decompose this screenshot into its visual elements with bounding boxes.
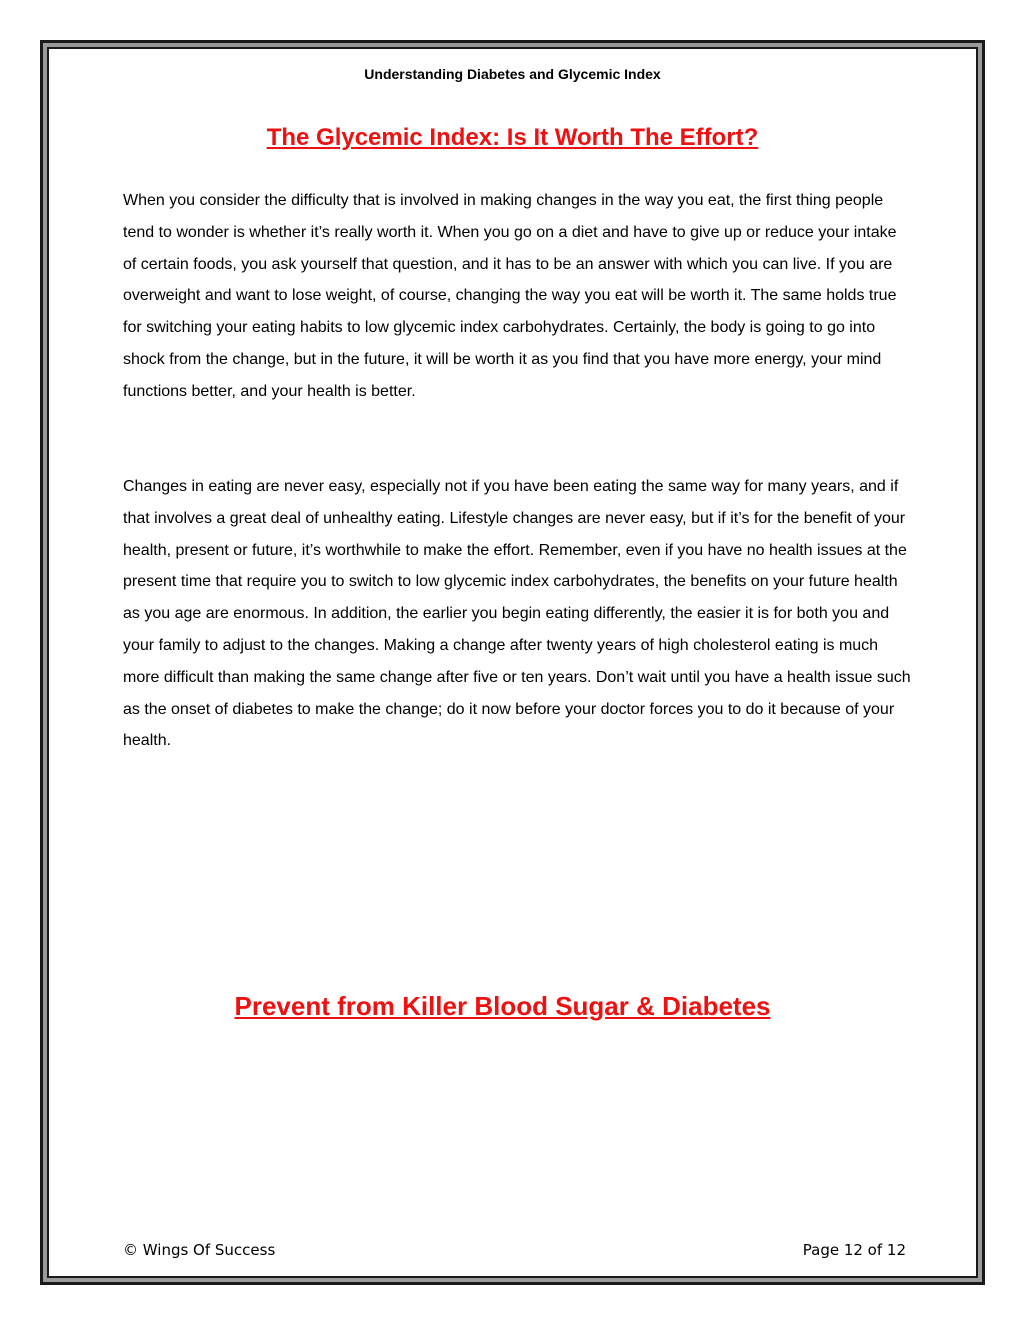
page-frame xyxy=(40,40,985,1285)
promo-title-link[interactable]: Prevent from Killer Blood Sugar & Diabetes xyxy=(234,991,771,1021)
page-number: Page 12 of 12 xyxy=(802,1241,906,1259)
page-footer xyxy=(123,1241,906,1259)
page xyxy=(47,47,978,1278)
body-paragraph: When you consider the difficulty that is involved in making changes in the way you eat, the first thing people tend to wonder is whether it’s really worth it. When you go on a diet and have to give up or reduce your intake of certain foods, you ask yourself that question, and it has to be an answer with which you can live. If you are overweight and want to lose weight, of course, changing the way you eat will be worth it. The same holds true for switching your eating habits to low glycemic index carbohydrates. Certainly, the body is going to go into shock from the change, but in the future, it will be worth it as you find that you have more energy, your mind functions better, and your health is better. xyxy=(123,192,897,400)
body-paragraph: Changes in eating are never easy, especially not if you have been eating the same way for many years, and if that involves a great deal of unhealthy eating. Lifestyle changes are never easy, but if it’s for the benefit of your health, present or future, it’s worthwhile to make the effort. Remember, even if you have no health issues at the present time that require you to switch to low glycemic index carbohydrates, the benefits on your future health as you age are enormous. In addition, the earlier you begin eating differently, the easier it is for both you and your family to adjust to the changes. Making a change after twenty years of high cholesterol eating is much more difficult than making the same change after five or ten years. Don’t wait until you have a health issue such as the onset of diabetes to make the change; do it now before your doctor forces you to do it because of your health. xyxy=(123,478,911,750)
running-header: Understanding Diabetes and Glycemic Index xyxy=(364,66,661,82)
section-title: The Glycemic Index: Is It Worth The Effort? xyxy=(266,124,759,151)
copyright-text: © Wings Of Success xyxy=(123,1241,276,1259)
